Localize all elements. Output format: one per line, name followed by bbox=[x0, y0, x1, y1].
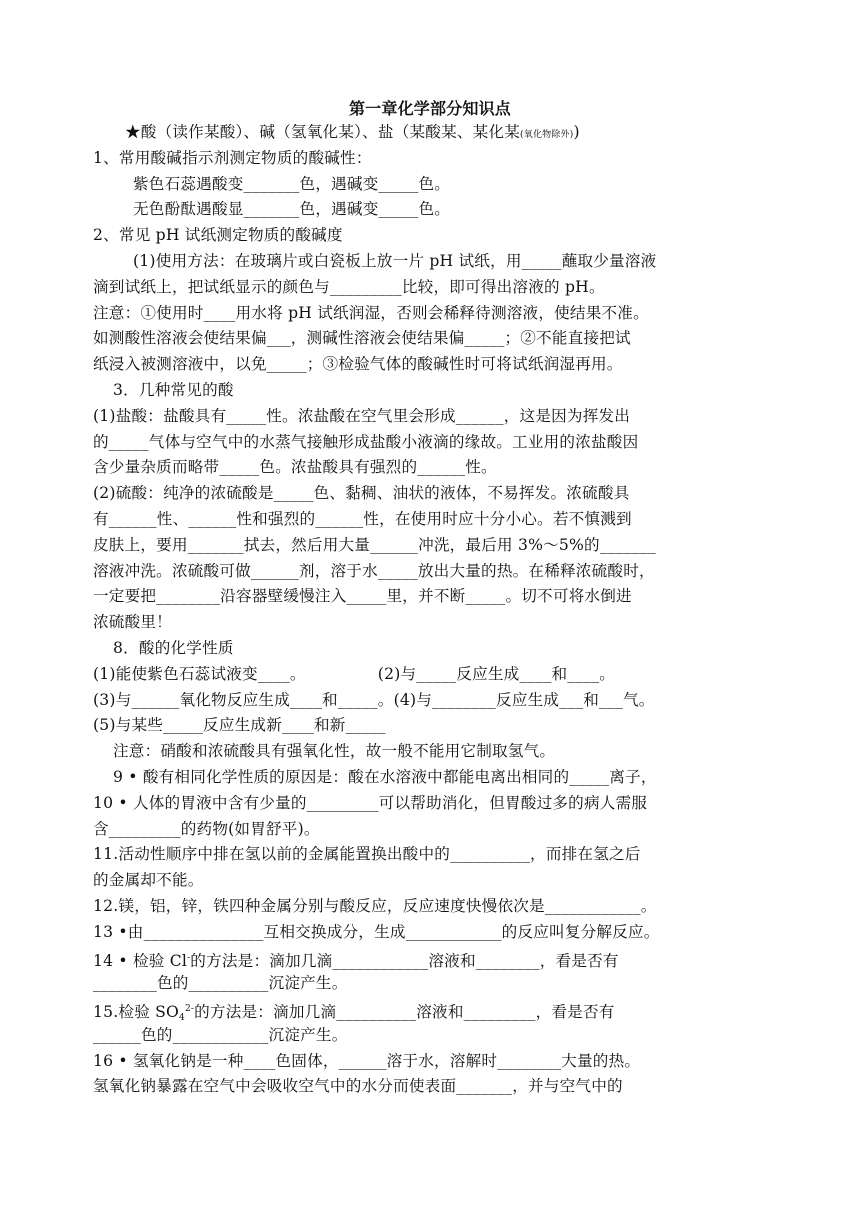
section-heading: 3．几种常见的酸 bbox=[113, 380, 234, 399]
text-line: (5)与某些_____反应生成新____和新_____ bbox=[93, 716, 386, 735]
text-line: (1)使用方法：在玻璃片或白瓷板上放一片 pH 试纸，用_____蘸取少量溶液 bbox=[133, 251, 657, 270]
text-line: 2、常见 pH 试纸测定物质的酸碱度 bbox=[93, 226, 343, 245]
text-line: 16 • 氢氧化钠是一种____色固体，______溶于水，溶解时________大量的热。 bbox=[93, 1051, 641, 1070]
text-line: 含_________的药物(如胃舒平)。 bbox=[93, 819, 320, 838]
text-line: 有______性、______性和强烈的______性，在使用时应十分小心。若不慎溅到 bbox=[93, 509, 632, 528]
text-line: 无色酚酞遇酸显_______色，遇碱变_____色。 bbox=[133, 200, 451, 219]
text-line: 12.镁，铝，锌，铁四种金属分别与酸反应，反应速度快慢依次是____________。 bbox=[93, 896, 657, 915]
text-line: 注意：硝酸和浓硫酸具有强氧化性，故一般不能用它制取氢气。 bbox=[113, 742, 556, 761]
text-line: 的金属却不能。 bbox=[93, 871, 204, 890]
subscript: 4 bbox=[179, 1013, 185, 1023]
text-line: 如测酸性溶液会使结果偏___，测碱性溶液会使结果偏_____；②不能直接把试 bbox=[93, 329, 631, 348]
intro-note: (氧化物除外) bbox=[520, 130, 574, 140]
text-line: (3)与______氧化物反应生成____和_____。(4)与________反应生成___和___气。 bbox=[93, 690, 655, 709]
text-line: (1)能使紫色石蕊试液变____。 (2)与_____反应生成____和____。 bbox=[93, 664, 616, 683]
text-line: 的_____气体与空气中的水蒸气接触形成盐酸小液滴的缘故。工业用的浓盐酸因 bbox=[93, 432, 639, 451]
text-line: 一定要把________沿容器壁缓慢注入_____里，并不断_____。切不可将水倒进 bbox=[93, 587, 632, 606]
text-line: 11.活动性顺序中排在氢以前的金属能置换出酸中的__________，而排在氢之后 bbox=[93, 845, 641, 864]
intro-text: ★酸（读作某酸）、碱（氢氧化某）、盐（某酸某、某化某 bbox=[125, 123, 521, 141]
text-line: 注意：①使用时____用水将 pH 试纸润湿，否则会稀释待测溶液，使结果不准。 bbox=[93, 303, 649, 322]
text-line: 9 • 酸有相同化学性质的原因是：酸在水溶液中都能电离出相同的_____离子， bbox=[113, 767, 657, 786]
page-title: 第一章化学部分知识点 bbox=[348, 99, 511, 118]
intro-line bbox=[93, 120, 773, 146]
text-line: 10 • 人体的胃液中含有少量的_________可以帮助消化，但胃酸过多的病人需服 bbox=[93, 793, 648, 812]
text-line: 氢氧化钠暴露在空气中会吸收空气中的水分而使表面_______，并与空气中的 bbox=[93, 1077, 623, 1096]
text-segment: 的方法是：滴加几滴____________溶液和________，看是否有 bbox=[190, 951, 619, 970]
text-segment: 15.检验 SO bbox=[93, 1003, 180, 1022]
text-line: 1、常用酸碱指示剂测定物质的酸碱性： bbox=[93, 148, 372, 167]
text-line: ________色的__________沉淀产生。 bbox=[93, 974, 348, 993]
text-line: 纸浸入被测溶液中，以免_____；③检验气体的酸碱性时可将试纸润湿再用。 bbox=[93, 355, 623, 374]
document-body bbox=[93, 120, 773, 1100]
text-line: 皮肤上，要用_______拭去，然后用大量______冲洗，最后用 3%～5%的_______ bbox=[93, 535, 656, 554]
text-line: (1)盐酸：盐酸具有_____性。浓盐酸在空气里会形成______，这是因为挥发出 bbox=[93, 406, 631, 425]
text-line: 溶液冲洗。浓硫酸可做______剂，溶于水_____放出大量的热。在稀释浓硫酸时， bbox=[93, 561, 655, 580]
intro-close: ) bbox=[573, 123, 580, 141]
text-line: 滴到试纸上，把试纸显示的颜色与_________比较，即可得出溶液的 pH。 bbox=[93, 277, 605, 296]
text-line bbox=[93, 946, 773, 972]
text-line: (2)硫酸：纯净的浓硫酸是_____色、黏稠、油状的液体，不易挥发。浓硫酸具 bbox=[93, 484, 630, 503]
superscript: 2- bbox=[184, 1004, 195, 1015]
text-segment: 14 • 检验 Cl bbox=[93, 951, 188, 970]
text-line: 紫色石蕊遇酸变_______色，遇碱变_____色。 bbox=[133, 174, 451, 193]
text-line: 13 •由_______________互相交换成分，生成____________的反应叫复分解反应。 bbox=[93, 922, 660, 941]
text-segment: 的方法是：滴加几滴__________溶液和_________，看是否有 bbox=[194, 1003, 615, 1022]
superscript: - bbox=[187, 952, 191, 963]
section-heading: 8．酸的化学性质 bbox=[113, 638, 234, 657]
text-line: ______色的____________沉淀产生。 bbox=[93, 1025, 348, 1044]
text-line bbox=[93, 997, 773, 1023]
text-line: 含少量杂质而略带_____色。浓盐酸具有强烈的______性。 bbox=[93, 458, 497, 477]
text-line: 浓硫酸里！ bbox=[93, 613, 172, 632]
